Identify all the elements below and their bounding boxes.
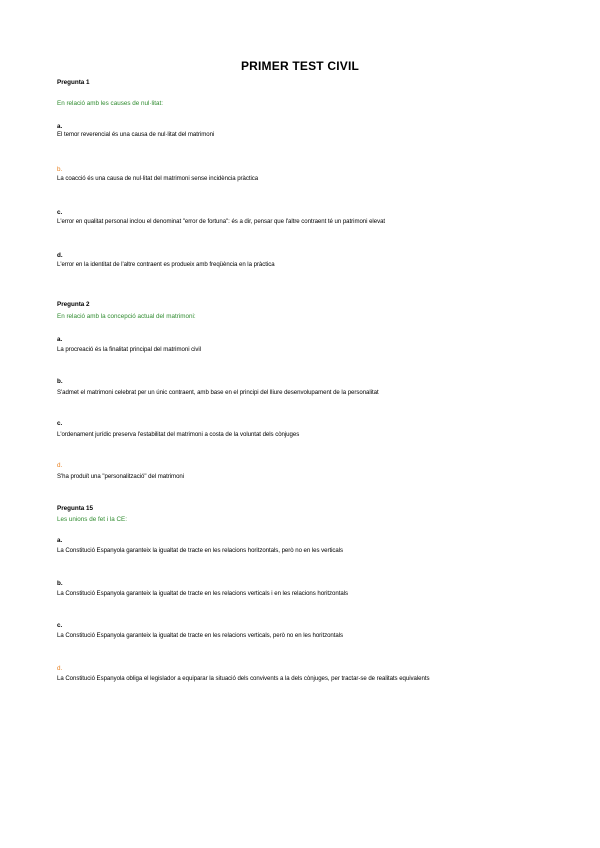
option-text: L'error en la identitat de l'altre contraent es produeix amb freqüència en la pràctica	[57, 261, 275, 268]
question-label: Pregunta 2	[57, 301, 90, 308]
option-letter: b.	[57, 378, 63, 385]
option-letter: c.	[57, 209, 63, 216]
option-letter: a.	[57, 123, 63, 130]
question-stem: En relació amb la concepció actual del matrimoni:	[57, 313, 196, 320]
option-letter: b.	[57, 580, 63, 587]
option-text: La Constitució Espanyola garanteix la igualtat de tracte en les relacions horitzontals, però no en les verticals	[57, 547, 344, 554]
option-letter-highlighted: d.	[57, 462, 63, 469]
option-text: La Constitució Espanyola garanteix la igualtat de tracte en les relacions verticals i en les relacions horitzontals	[57, 590, 348, 597]
option-letter: a.	[57, 336, 63, 343]
option-text: La procreació és la finalitat principal del matrimoni civil	[57, 346, 202, 353]
option-text: El temor reverencial és una causa de nul·litat del matrimoni	[57, 131, 215, 138]
question-stem: En relació amb les causes de nul·litat:	[57, 100, 164, 107]
question-label: Pregunta 15	[57, 505, 94, 512]
option-text: La Constitució Espanyola obliga el legislador a equiparar la situació dels convivents a la dels cònjuges, per tractar-se de realitats equivalents	[57, 675, 430, 682]
option-text: L'error en qualitat personal inclou el denominat "error de fortuna": és a dir, pensar que l'altre contraent té un patrimoni elevat	[57, 218, 386, 225]
question-label: Pregunta 1	[57, 79, 90, 86]
option-letter-highlighted: d.	[57, 665, 63, 672]
option-letter: a.	[57, 537, 63, 544]
option-letter: c.	[57, 622, 63, 629]
option-text: La Constitució Espanyola garanteix la igualtat de tracte en les relacions verticals, però no en les horitzontals	[57, 632, 344, 639]
page-title: PRIMER TEST CIVIL	[240, 59, 360, 73]
option-letter-highlighted: b.	[57, 166, 63, 173]
option-letter: c.	[57, 420, 63, 427]
question-stem: Les unions de fet i la CE:	[57, 516, 128, 523]
option-text: S'admet el matrimoni celebrat per un únic contraent, amb base en el principi del lliure desenvolupament de la personalitat	[57, 389, 379, 396]
option-text: La coacció és una causa de nul·litat del matrimoni sense incidència pràctica	[57, 175, 259, 182]
option-text: L'ordenament jurídic preserva l'estabilitat del matrimoni a costa de la voluntat dels cònjuges	[57, 431, 300, 438]
option-text: S'ha produït una "personalització" del matrimoni	[57, 473, 185, 480]
option-letter: d.	[57, 252, 63, 259]
